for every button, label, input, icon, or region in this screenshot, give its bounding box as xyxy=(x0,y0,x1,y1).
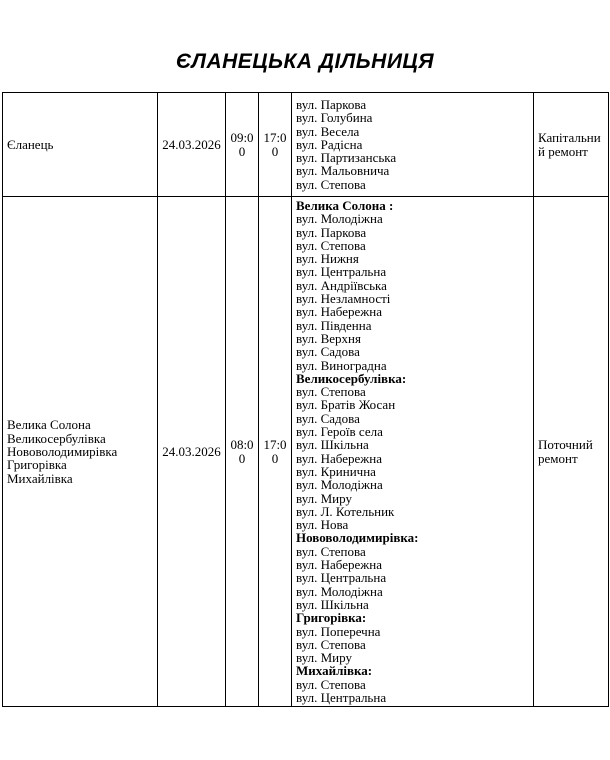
street-line: вул. Л. Котельник xyxy=(296,503,395,519)
street-line: вул. Молодіжна xyxy=(296,477,383,493)
street-line: вул. Степова xyxy=(296,676,366,692)
street-line: вул. Набережна xyxy=(296,557,382,573)
page-title: ЄЛАНЕЦЬКА ДІЛЬНИЦЯ xyxy=(175,50,435,73)
date-cell: 24.03.2026 xyxy=(158,197,226,707)
repair-type-cell: Капітальний ремонт xyxy=(534,93,609,197)
schedule-row xyxy=(3,197,609,707)
street-line: вул. Південна xyxy=(296,317,372,333)
street-line: вул. Партизанська xyxy=(296,150,397,166)
street-line: вул. Андріївська xyxy=(296,277,387,293)
location-line: Велика Солона xyxy=(7,417,91,433)
schedule-table xyxy=(2,92,609,707)
street-line: вул. Молодіжна xyxy=(296,583,383,599)
street-line: вул. Шкільна xyxy=(296,596,369,612)
date-cell: 24.03.2026 xyxy=(158,93,226,197)
start-time-cell: 09:00 xyxy=(226,93,259,197)
settlement-heading: Великосербулівка: xyxy=(296,370,407,386)
settlement-heading: Нововолодимирівка: xyxy=(296,530,419,546)
street-line: вул. Незламності xyxy=(296,291,391,307)
street-line: вул. Нова xyxy=(296,517,349,533)
street-line: вул. Набережна xyxy=(296,304,382,320)
location-line: Великосербулівка xyxy=(7,430,106,446)
schedule-body xyxy=(3,93,609,707)
end-time-cell: 17:00 xyxy=(259,93,292,197)
street-line: вул. Поперечна xyxy=(296,623,381,639)
street-line: вул. Нижня xyxy=(296,251,359,267)
street-line: вул. Шкільна xyxy=(296,437,369,453)
street-line: вул. Степова xyxy=(296,237,366,253)
street-line: вул. Степова xyxy=(296,176,366,192)
street-line: вул. Мальовнича xyxy=(296,163,390,179)
locations-cell xyxy=(3,93,158,197)
locations-cell xyxy=(3,197,158,707)
street-line: вул. Весела xyxy=(296,123,360,139)
streets-cell xyxy=(292,197,534,707)
street-line: вул. Набережна xyxy=(296,450,382,466)
street-line: вул. Центральна xyxy=(296,570,387,586)
street-line: вул. Голубина xyxy=(296,110,373,126)
streets-cell xyxy=(292,93,534,197)
street-line: вул. Центральна xyxy=(296,689,387,705)
street-line: вул. Молодіжна xyxy=(296,211,383,227)
start-time-cell: 08:00 xyxy=(226,197,259,707)
repair-type-cell: Поточний ремонт xyxy=(534,197,609,707)
settlement-heading: Велика Солона : xyxy=(296,198,394,213)
settlement-heading: Михайлівка: xyxy=(296,663,373,679)
location-line: Григорівка xyxy=(7,457,67,473)
street-line: вул. Верхня xyxy=(296,330,361,346)
street-line: вул. Садова xyxy=(296,410,360,426)
street-line: вул. Кринична xyxy=(296,463,376,479)
street-line: вул. Паркова xyxy=(296,224,367,240)
location-line: Єланець xyxy=(7,136,54,152)
street-line: вул. Паркова xyxy=(296,96,367,112)
street-line: вул. Степова xyxy=(296,384,366,400)
street-line: вул. Радісна xyxy=(296,136,363,152)
street-line: вул. Виноградна xyxy=(296,357,387,373)
street-line: вул. Миру xyxy=(296,490,352,506)
street-line: вул. Степова xyxy=(296,543,366,559)
settlement-heading: Григорівка: xyxy=(296,610,367,626)
schedule-row xyxy=(3,93,609,197)
location-line: Михайлівка xyxy=(7,470,73,486)
street-line: вул. Степова xyxy=(296,636,366,652)
street-line: вул. Братів Жосан xyxy=(296,397,396,413)
location-line: Нововолодимирівка xyxy=(7,443,118,459)
street-line: вул. Садова xyxy=(296,344,360,360)
street-line: вул. Центральна xyxy=(296,264,387,280)
street-line: вул. Миру xyxy=(296,650,352,666)
end-time-cell: 17:00 xyxy=(259,197,292,707)
street-line: вул. Героїв села xyxy=(296,424,383,440)
